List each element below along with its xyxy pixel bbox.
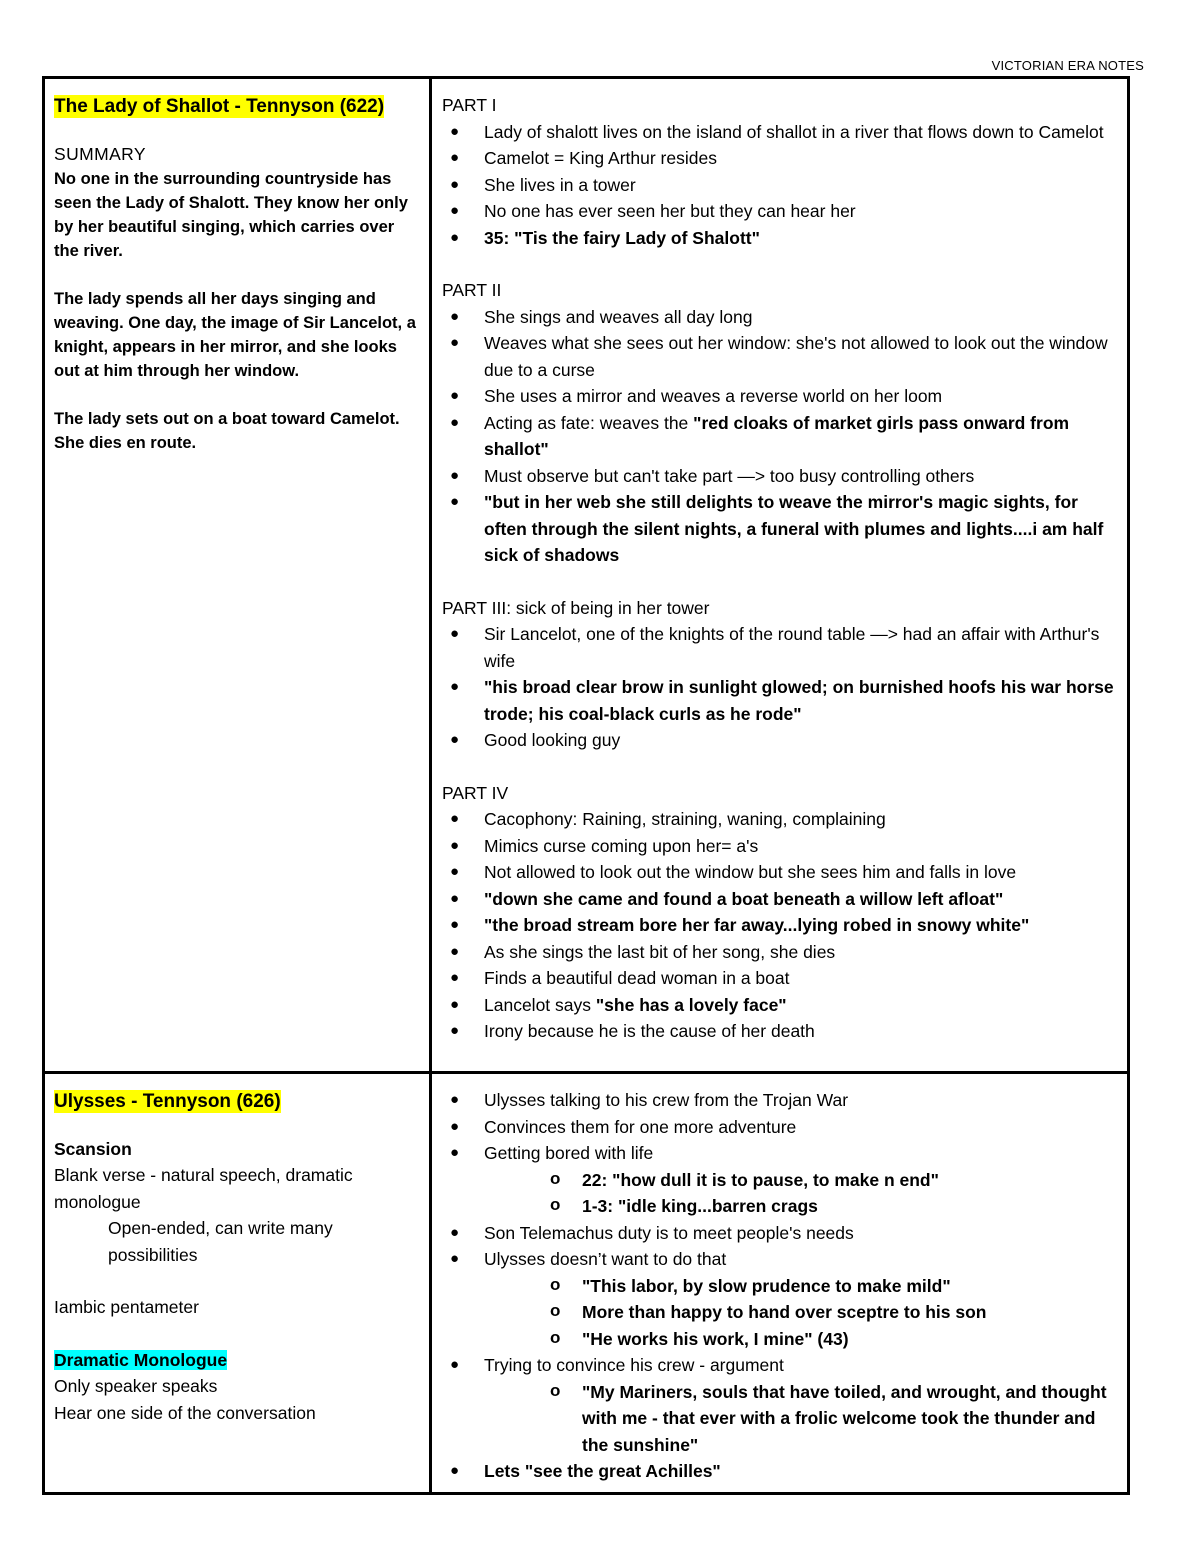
list-item-text: "down she came and found a boat beneath a willow left afloat"	[484, 888, 1004, 909]
list-item-text: "but in her web she still delights to weave the mirror's magic sights, for often through the silent nights, a funeral with plumes and lights....i am half sick of shadows	[484, 492, 1104, 565]
list-item-text: Lets "see the great Achilles"	[484, 1461, 721, 1481]
ulysses-title: Ulysses - Tennyson (626)	[54, 1091, 281, 1112]
list-item	[442, 304, 1117, 331]
shalott-right-cell	[431, 78, 1129, 1073]
list-item	[442, 145, 1117, 172]
list-item-text: Lady of shalott lives on the island of shallot in a river that flows down to Camelot	[484, 121, 1104, 142]
scansion-indent-text: Open-ended, can write many possibilities	[108, 1218, 333, 1265]
part-heading: PART II	[442, 280, 502, 300]
sub-list-item: o 1-3: "idle king...barren crags	[542, 1193, 1117, 1220]
shalott-title: The Lady of Shallot - Tennyson (622)	[54, 96, 385, 117]
list-item-text: Trying to convince his crew - argument	[484, 1355, 784, 1375]
part-heading: PART I	[442, 95, 497, 115]
list-item-text: "the broad stream bore her far away...lying robed in snowy white"	[484, 915, 1030, 935]
list-item-text: Acting as fate: weaves the	[484, 412, 694, 433]
list-item-text: Mimics curse coming upon her= a's	[484, 835, 759, 856]
list-item	[442, 727, 1117, 754]
list-item	[442, 833, 1117, 860]
list-item	[442, 965, 1117, 992]
list-item-quote: "red cloaks of market girls pass onward from shallot"	[484, 412, 1070, 459]
list-item-text: Irony because he is the cause of her death	[484, 1021, 815, 1041]
ulysses-left-cell	[44, 1073, 431, 1494]
list-item	[442, 621, 1117, 674]
part-bullet-list	[442, 806, 1117, 1045]
list-item	[442, 1018, 1117, 1045]
part-heading: PART IV	[442, 782, 509, 803]
list-item-text: Ulysses doesn’t want to do that	[484, 1249, 727, 1269]
list-item-text: Convinces them for one more adventure	[484, 1116, 797, 1137]
list-item	[442, 674, 1117, 727]
list-item	[442, 1458, 1117, 1485]
list-item	[442, 912, 1117, 939]
dm-line: Hear one side of the conversation	[54, 1402, 316, 1423]
list-item	[442, 172, 1117, 199]
sub-list-item: o "He works his work, I mine" (43)	[542, 1326, 1117, 1353]
list-item-text: As she sings the last bit of her song, she dies	[484, 941, 836, 962]
sub-list-item: o More than happy to hand over sceptre to his son	[542, 1299, 1117, 1326]
list-item	[442, 1352, 1117, 1379]
part-bullet-list	[442, 621, 1117, 754]
list-item	[442, 489, 1117, 569]
list-item-text: Cacophony: Raining, straining, waning, complaining	[484, 809, 886, 829]
shalott-part-block	[442, 92, 1117, 251]
list-item	[442, 119, 1117, 146]
part-bullet-list	[442, 304, 1117, 569]
meter-text: Iambic pentameter	[54, 1297, 199, 1317]
ulysses-row	[44, 1073, 1129, 1494]
sub-bullet-list	[442, 1167, 1117, 1220]
sub-bullet-list	[442, 1273, 1117, 1353]
list-item	[442, 225, 1117, 252]
list-item-text: Sir Lancelot, one of the knights of the round table —> had an affair with Arthur's wife	[484, 624, 1100, 671]
list-item	[442, 886, 1117, 913]
list-item	[442, 198, 1117, 225]
sub-bullet-list	[442, 1379, 1117, 1459]
list-item-text: 35: "Tis the fairy Lady of Shalott"	[484, 227, 760, 248]
list-item-text: She uses a mirror and weaves a reverse world on her loom	[484, 386, 943, 406]
list-item	[442, 1220, 1117, 1247]
scansion-text: Blank verse - natural speech, dramatic monologue	[54, 1165, 353, 1212]
summary-paragraph: The lady sets out on a boat toward Camelot. She dies en route.	[54, 410, 400, 452]
list-item	[442, 1087, 1117, 1114]
shalott-row	[44, 78, 1129, 1073]
sub-list-item: o 22: "how dull it is to pause, to make n end"	[542, 1167, 1117, 1194]
list-item	[442, 1114, 1117, 1141]
ulysses-right-cell	[431, 1073, 1129, 1494]
sub-list-item: o "My Mariners, souls that have toiled, and wrought, and thought with me - that ever with a frolic welcome took the thunder and the sunshine"	[542, 1379, 1117, 1459]
list-item	[442, 463, 1117, 490]
list-item	[442, 410, 1117, 463]
list-item	[442, 330, 1117, 383]
dm-line: Only speaker speaks	[54, 1376, 218, 1396]
list-item	[442, 939, 1117, 966]
scansion-label: Scansion	[54, 1138, 132, 1159]
list-item-text: Getting bored with life	[484, 1143, 654, 1163]
list-item-text: Good looking guy	[484, 730, 621, 750]
dramatic-monologue-label: Dramatic Monologue	[54, 1349, 228, 1370]
list-item	[442, 1140, 1117, 1167]
summary-label: SUMMARY	[54, 143, 146, 164]
list-item	[442, 859, 1117, 886]
list-item-text: Lancelot says	[484, 994, 596, 1015]
ulysses-bullet-list	[442, 1087, 1117, 1485]
shalott-parts	[432, 79, 1127, 1045]
sub-list-item: o "This labor, by slow prudence to make mild"	[542, 1273, 1117, 1300]
list-item-quote: "she has a lovely face"	[595, 994, 787, 1015]
summary-paragraph: No one in the surrounding countryside has seen the Lady of Shalott. They know her only by her beautiful singing, which carries over the river.	[54, 170, 408, 260]
list-item	[442, 806, 1117, 833]
list-item-text: Weaves what she sees out her window: she's not allowed to look out the window due to a curse	[484, 333, 1108, 380]
shalott-part-block	[442, 277, 1117, 569]
list-item-text: She sings and weaves all day long	[484, 306, 753, 327]
list-item-text: No one has ever seen her but they can hear her	[484, 201, 856, 221]
list-item-text: Finds a beautiful dead woman in a boat	[484, 968, 790, 988]
list-item-text: Son Telemachus duty is to meet people's needs	[484, 1222, 854, 1243]
shalott-part-block	[442, 780, 1117, 1045]
notes-table	[42, 76, 1130, 1495]
list-item-text: She lives in a tower	[484, 174, 636, 195]
shalott-part-block	[442, 595, 1117, 754]
list-item	[442, 1246, 1117, 1273]
page-header-label: VICTORIAN ERA NOTES	[991, 58, 1144, 73]
list-item-text: Camelot = King Arthur resides	[484, 148, 717, 168]
list-item	[442, 992, 1117, 1019]
list-item-text: Must observe but can't take part —> too busy controlling others	[484, 465, 975, 486]
shalott-left-cell	[44, 78, 431, 1073]
list-item	[442, 383, 1117, 410]
list-item-text: Not allowed to look out the window but she sees him and falls in love	[484, 862, 1017, 882]
summary-paragraph: The lady spends all her days singing and weaving. One day, the image of Sir Lancelot, a knight, appears in her mirror, and she looks out at him through her window.	[54, 290, 416, 380]
part-heading: PART III: sick of being in her tower	[442, 597, 710, 618]
list-item-text: Ulysses talking to his crew from the Trojan War	[484, 1090, 849, 1110]
part-bullet-list	[442, 119, 1117, 252]
list-item-text: "his broad clear brow in sunlight glowed; on burnished hoofs his war horse trode; his coal-black curls as he rode"	[484, 677, 1114, 724]
